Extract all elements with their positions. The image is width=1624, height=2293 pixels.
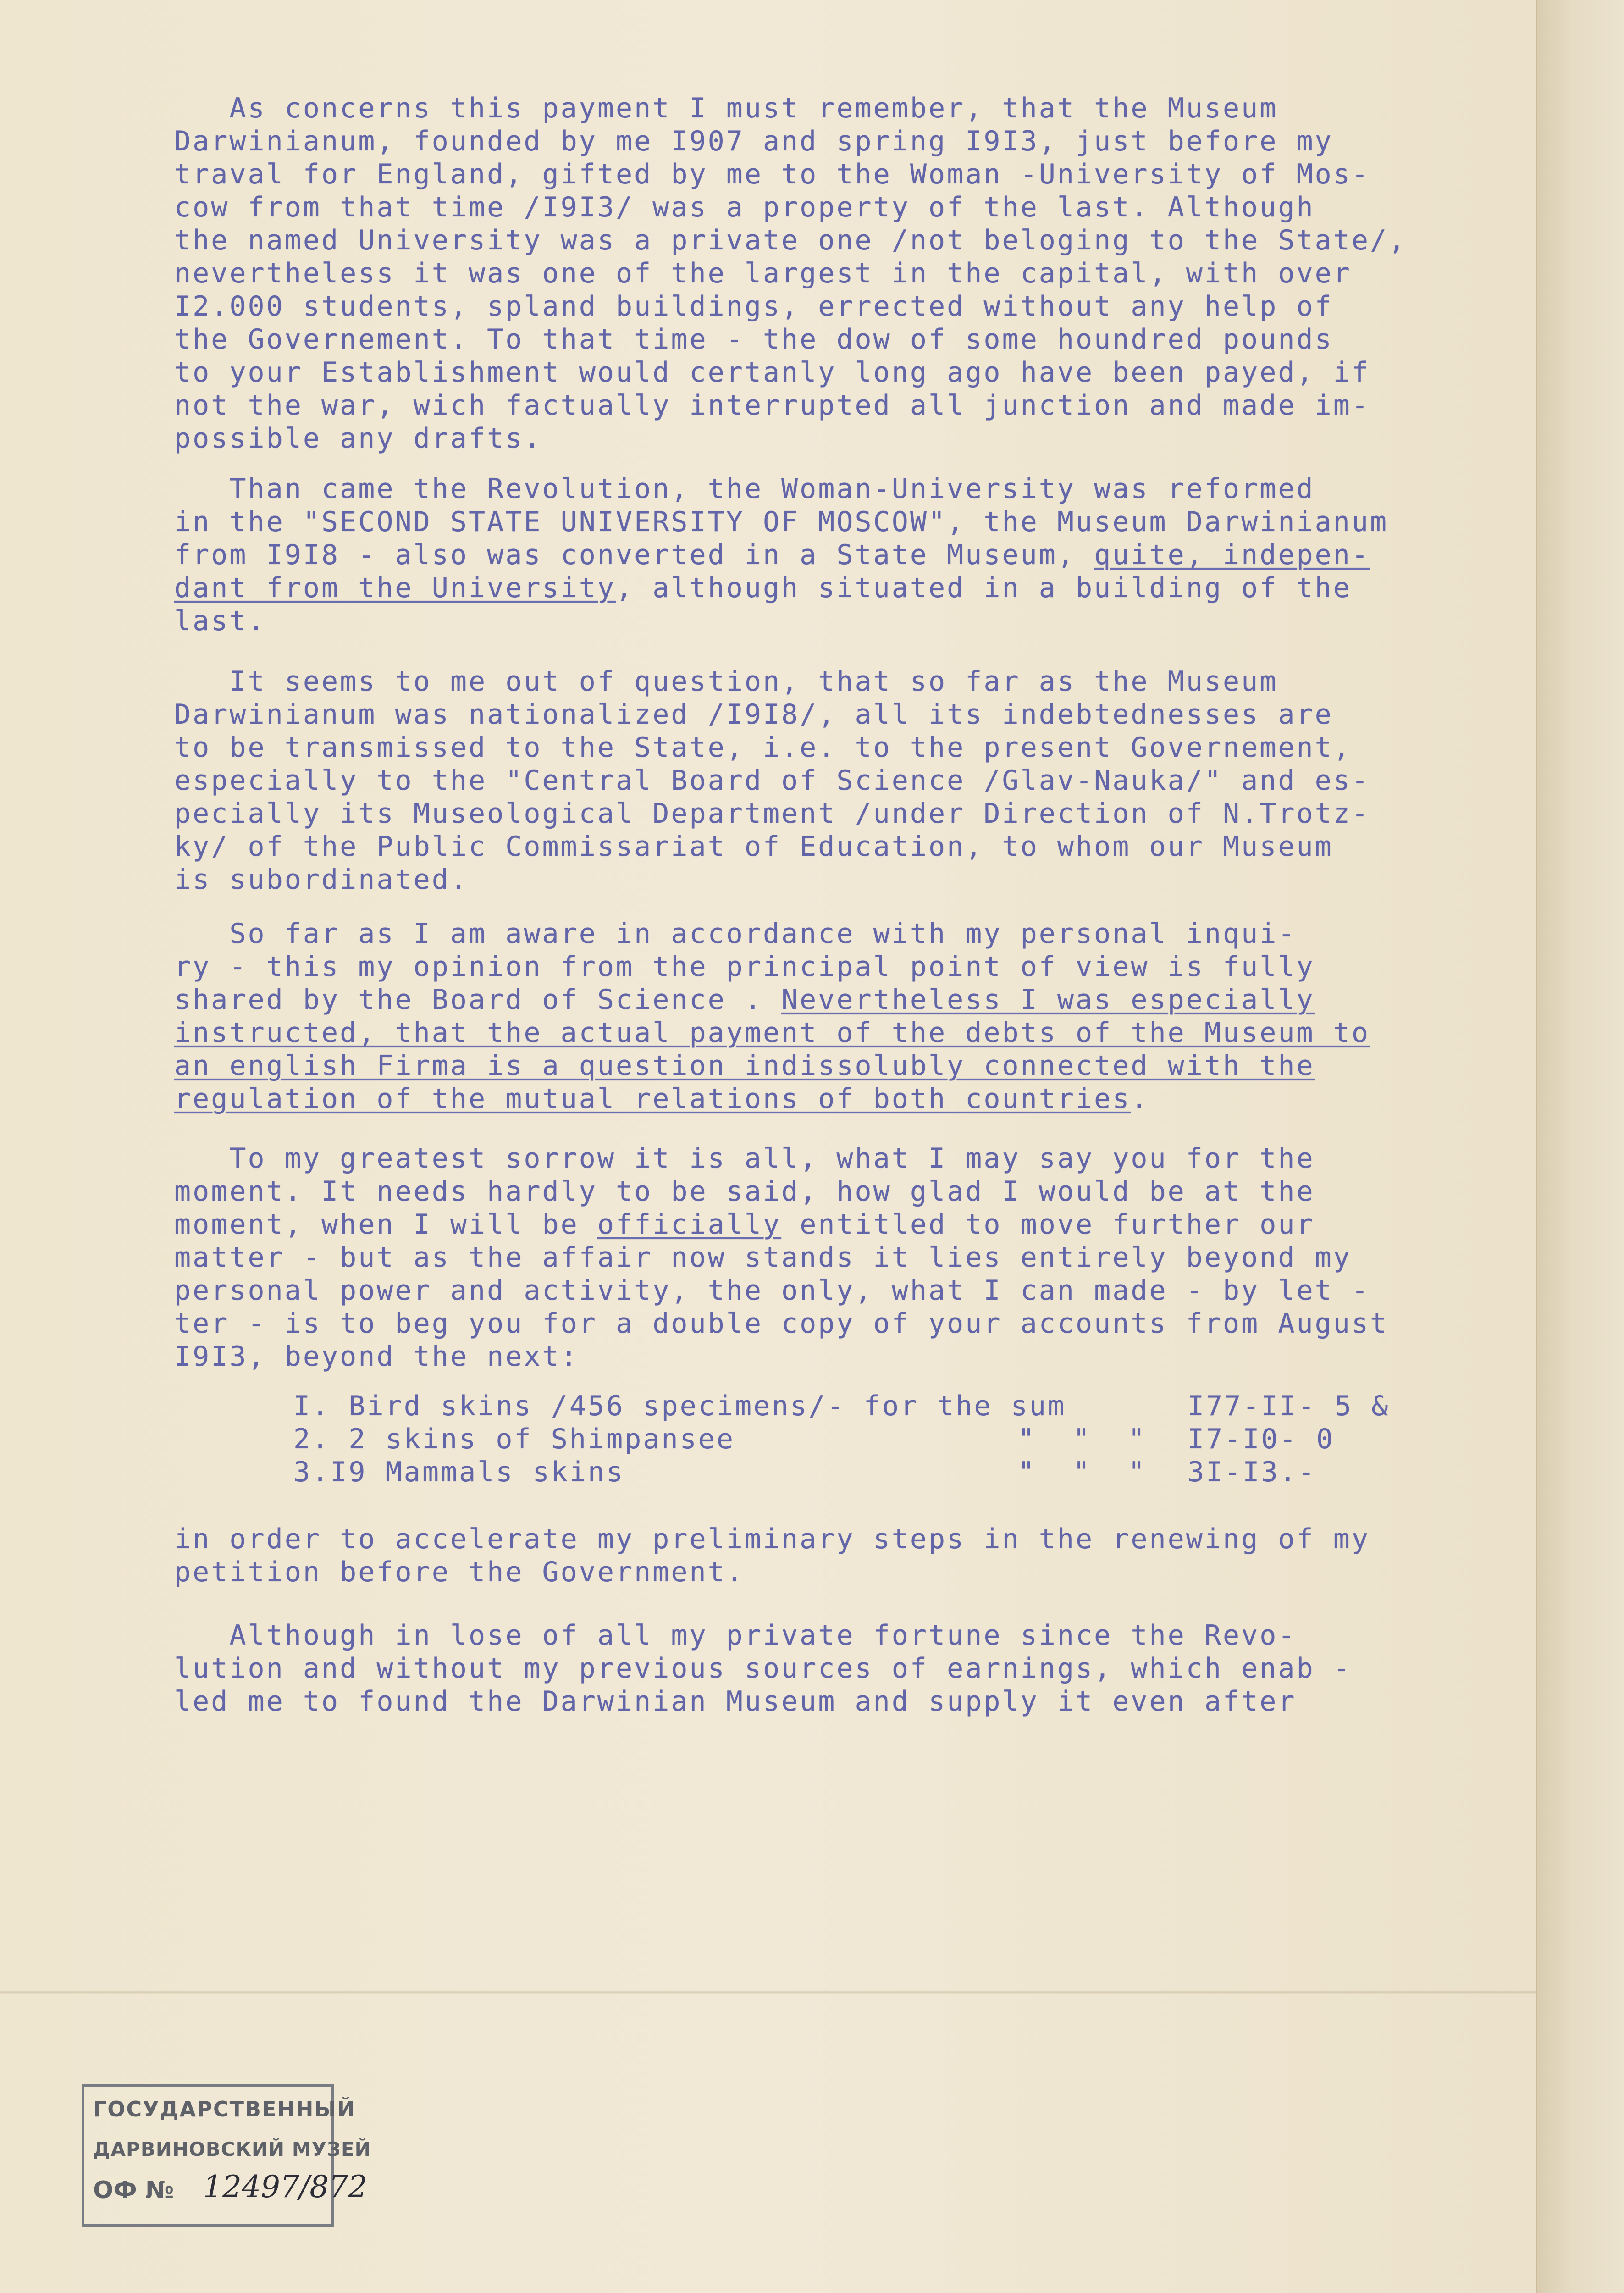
text-line: lution and without my previous sources of earnings, which enab - xyxy=(174,1652,1352,1684)
text-segment: moment, when I will be xyxy=(174,1208,597,1241)
text-line: is subordinated. xyxy=(174,864,469,896)
paragraph-payment-history xyxy=(174,92,1513,455)
text-line: possible any drafts. xyxy=(174,422,542,454)
text-segment: from I9I8 - also was converted in a State Museum, xyxy=(174,539,1094,571)
text-line xyxy=(174,1082,1513,1115)
item-sum: I77-II- 5 & xyxy=(1188,1390,1390,1422)
paragraph-revolution xyxy=(174,472,1513,637)
paragraph-private-fortune xyxy=(174,1619,1513,1718)
text-line: To my greatest sorrow it is all, what I may say you for the xyxy=(174,1142,1315,1174)
paragraph-accelerate xyxy=(174,1523,1513,1589)
underlined-text: dant from the University xyxy=(174,572,616,604)
text-line: It seems to me out of question, that so far as the Museum xyxy=(174,665,1278,698)
stamp-line: ГОСУДАРСТВЕННЫЙ xyxy=(93,2097,356,2121)
text-line xyxy=(174,571,1513,604)
text-line: nevertheless it was one of the largest in the capital, with over xyxy=(174,257,1352,289)
underlined-text: quite, indepen- xyxy=(1094,539,1370,571)
paragraph-board-of-science xyxy=(174,917,1513,1115)
text-line: I9I3, beyond the next: xyxy=(174,1340,579,1373)
text-line: I2.000 students, spland buildings, errected without any help of xyxy=(174,290,1333,322)
text-line: in order to accelerate my preliminary steps in the renewing of my xyxy=(174,1523,1370,1555)
text-line: last. xyxy=(174,605,266,637)
text-line: personal power and activity, the only, what I can made - by let - xyxy=(174,1274,1370,1307)
text-line: Than came the Revolution, the Woman-University was reformed xyxy=(174,473,1315,505)
item-label: 2. 2 skins of Shimpansee xyxy=(293,1423,735,1455)
text-line: in the "SECOND STATE UNIVERSITY OF MOSCOW", the Museum Darwinianum xyxy=(174,506,1389,538)
list-item xyxy=(293,1390,1513,1423)
paragraph-request-accounts xyxy=(174,1142,1513,1373)
item-label: I. Bird skins /456 specimens/- for the sum xyxy=(293,1390,1066,1422)
text-line: petition before the Government. xyxy=(174,1556,745,1588)
text-line: moment. It needs hardly to be said, how glad I would be at the xyxy=(174,1175,1315,1207)
text-line: to be transmissed to the State, i.e. to the present Governement, xyxy=(174,731,1352,764)
underlined-text: an english Firma is a question indissolubly connected with the xyxy=(174,1050,1315,1082)
text-line: As concerns this payment I must remember, that the Museum xyxy=(174,92,1278,124)
text-line: led me to found the Darwinian Museum and supply it even after xyxy=(174,1685,1297,1717)
text-segment: entitled to move further our xyxy=(781,1208,1315,1241)
text-line: Darwinianum was nationalized /I9I8/, all its indebtednesses are xyxy=(174,698,1333,731)
text-line: the named University was a private one /not beloging to the State/, xyxy=(174,224,1407,256)
text-line: cow from that time /I9I3/ was a property of the last. Although xyxy=(174,191,1315,223)
text-line xyxy=(174,983,1513,1016)
text-line: traval for England, gifted by me to the Woman -University of Mos- xyxy=(174,158,1370,190)
text-segment: shared by the Board of Science . xyxy=(174,984,782,1016)
text-line xyxy=(174,1208,1513,1241)
stamp-inventory-number: 12497/872 xyxy=(203,2169,368,2204)
text-line: Although in lose of all my private fortune since the Revo- xyxy=(174,1619,1297,1651)
text-segment: . xyxy=(1131,1083,1149,1115)
item-sum: I7-I0- 0 xyxy=(1188,1423,1335,1455)
underlined-text: regulation of the mutual relations of both countries xyxy=(174,1083,1131,1115)
text-line: especially to the "Central Board of Science /Glav-Nauka/" and es- xyxy=(174,764,1370,797)
paper-fold xyxy=(0,1990,1536,1994)
next-page-edge xyxy=(1536,0,1624,2293)
text-line xyxy=(174,1016,1513,1049)
text-line xyxy=(174,538,1513,571)
text-line: not the war, wich factually interrupted all junction and made im- xyxy=(174,389,1370,421)
stamp-line: ОФ № xyxy=(93,2177,174,2204)
item-ditto: " " " xyxy=(1018,1456,1147,1488)
text-line: to your Establishment would certanly long ago have been payed, if xyxy=(174,356,1370,388)
underlined-text: instructed, that the actual payment of the debts of the Museum to xyxy=(174,1017,1370,1049)
museum-stamp xyxy=(82,2084,371,2227)
text-line: matter - but as the affair now stands it lies entirely beyond my xyxy=(174,1241,1352,1274)
text-line: So far as I am aware in accordance with my personal inqui- xyxy=(174,918,1297,950)
text-line: Darwinianum, founded by me I907 and spring I9I3, just before my xyxy=(174,125,1333,157)
stamp-line: ДАРВИНОВСКИЙ МУЗЕЙ xyxy=(93,2138,371,2160)
accounts-list xyxy=(293,1390,1513,1489)
list-item xyxy=(293,1423,1513,1456)
text-segment: , although situated in a building of the xyxy=(615,572,1352,604)
item-sum: 3I-I3.- xyxy=(1188,1456,1316,1488)
text-line: ter - is to beg you for a double copy of your accounts from August xyxy=(174,1307,1389,1340)
paragraph-nationalization xyxy=(174,665,1513,896)
underlined-text: Nevertheless I was especially xyxy=(781,984,1315,1016)
item-label: 3.I9 Mammals skins xyxy=(293,1456,625,1488)
text-line xyxy=(174,1049,1513,1082)
text-line: the Governement. To that time - the dow of some houndred pounds xyxy=(174,323,1333,355)
text-line: pecially its Museological Department /under Direction of N.Trotz- xyxy=(174,798,1370,830)
text-line: ky/ of the Public Commissariat of Education, to whom our Museum xyxy=(174,831,1333,863)
list-item xyxy=(293,1456,1513,1489)
text-line: ry - this my opinion from the principal point of view is fully xyxy=(174,951,1315,983)
item-ditto: " " " xyxy=(1018,1423,1147,1455)
underlined-text: officially xyxy=(597,1208,782,1241)
